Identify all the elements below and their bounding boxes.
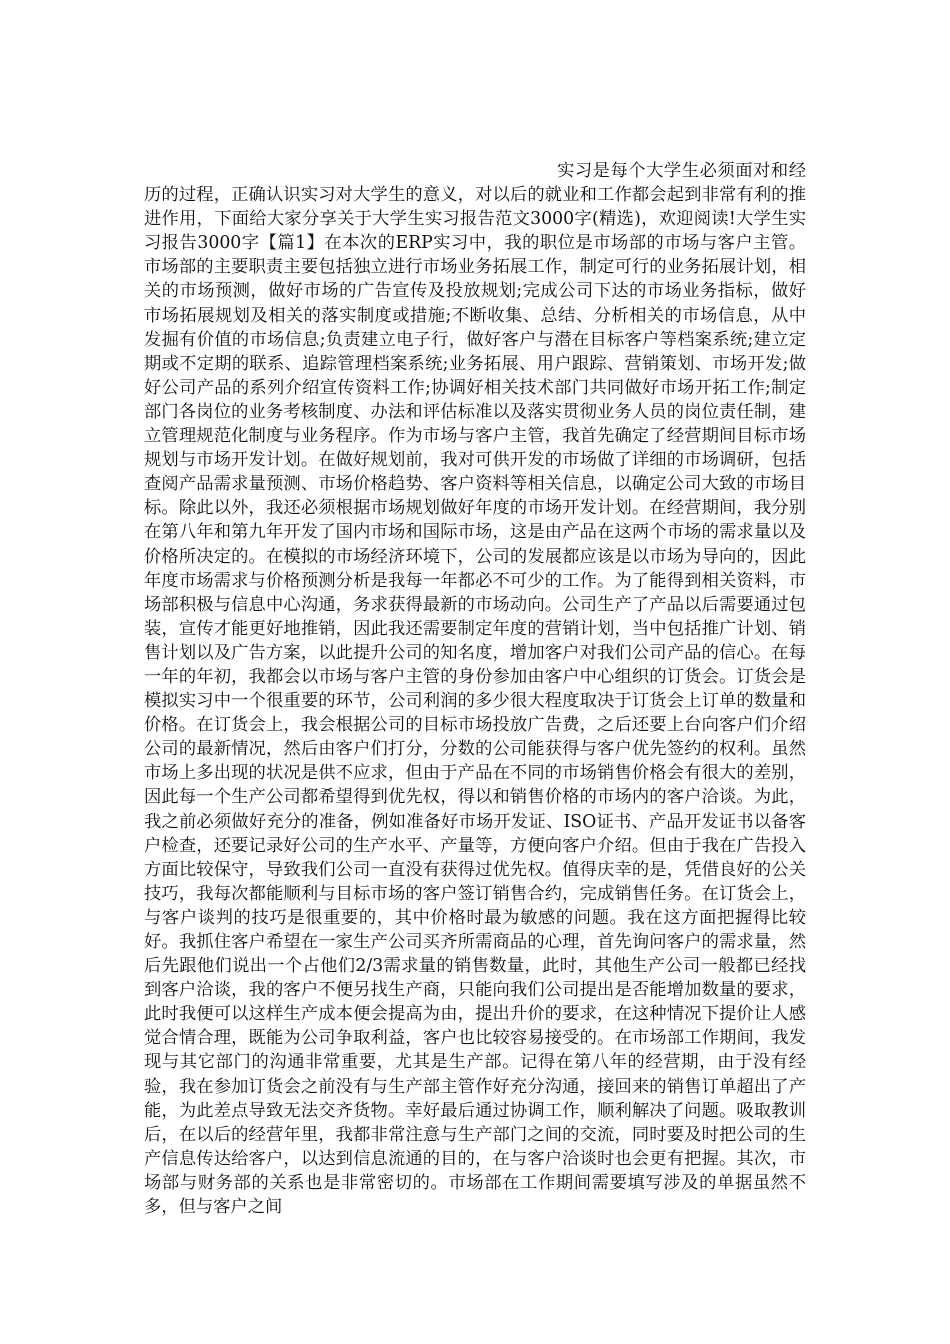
report-body-text: 实习是每个大学生必须面对和经历的过程，正确认识实习对大学生的意义，对以后的就业和工作都会起到非常有利的推进作用，下面给大家分享关于大学生实习报告范文3000字(精选)，欢迎阅读!大学生实习报告3000字【篇1】在本次的ERP实习中，我的职位是市场部的市场与客户主管。市场部的主要职责主要包括独立进行市场业务拓展工作，制定可行的业务拓展计划，相关的市场预测，做好市场的广告宣传及投放规划;完成公司下达的市场业务指标，做好市场拓展规划及相关的落实制度或措施;不断收集、总结、分析相关的市场信息，从中发掘有价值的市场信息;负责建立电子行，做好客户与潜在目标客户等档案系统;建立定期或不定期的联系、追踪管理档案系统;业务拓展、用户跟踪、营销策划、市场开发;做好公司产品的系列介绍宣传资料工作;协调好相关技术部门共同做好市场开拓工作;制定部门各岗位的业务考核制度、办法和评估标准以及落实贯彻业务人员的岗位责任制，建立管理规范化制度与业务程序。作为市场与客户主管，我首先确定了经营期间目标市场规划与市场开发计划。在做好规划前，我对可供开发的市场做了详细的市场调研，包括查阅产品需求量预测、市场价格趋势、客户资料等相关信息，以确定公司大致的市场目标。除此以外，我还必须根据市场规划做好年度的市场开发计划。在经营期间，我分别在第八年和第九年开发了国内市场和国际市场，这是由产品在这两个市场的需求量以及价格所决定的。在模拟的市场经济环境下，公司的发展都应该是以市场为导向的，因此年度市场需求与价格预测分析是我每一年都必不可少的工作。为了能得到相关资料，市场部积极与信息中心沟通，务求获得最新的市场动向。公司生产了产品以后需要通过包装，宣传才能更好地推销，因此我还需要制定年度的营销计划，当中包括推广计划、销售计划以及广告方案，以此提升公司的知名度，增加客户对我们公司产品的信心。在每一年的年初，我都会以市场与客户主管的身份参加由客户中心组织的订货会。订货会是模拟实习中一个很重要的环节，公司利润的多少很大程度取决于订货会上订单的数量和价格。在订货会上，我会根据公司的目标市场投放广告费，之后还要上台向客户们介绍公司的最新情况，然后由客户们打分，分数的公司能获得与客户优先签约的权利。虽然市场上多出现的状况是供不应求，但由于产品在不同的市场销售价格会有很大的差别，因此每一个生产公司都希望得到优先权，得以和销售价格的市场内的客户洽谈。为此，我之前必须做好充分的准备，例如准备好市场开发证、ISO证书、产品开发证书以备客户检查，还要记录好公司的生产水平、产量等，方便向客户介绍。但由于我在广告投入方面比较保守，导致我们公司一直没有获得过优先权。值得庆幸的是，凭借良好的公关技巧，我每次都能顺利与目标市场的客户签订销售合约，完成销售任务。在订货会上，与客户谈判的技巧是很重要的，其中价格时最为敏感的问题。我在这方面把握得比较好。我抓住客户希望在一家生产公司买齐所需商品的心理，首先询问客户的需求量，然后先跟他们说出一个占他们2/3需求量的销售数量，此时，其他生产公司一般都已经找到客户洽谈，我的客户不便另找生产商，只能向我们公司提出是否能增加数量的要求，此时我便可以这样生产成本便会提高为由，提出升价的要求，在这种情况下提价让人感觉合情合理，既能为公司争取利益，客户也比较容易接受的。在市场部工作期间，我发现与其它部门的沟通非常重要，尤其是生产部。记得在第八年的经营期，由于没有经验，我在参加订货会之前没有与生产部主管作好充分沟通，接回来的销售订单超出了产能，为此差点导致无法交齐货物。幸好最后通过协调工作，顺利解决了问题。吸取教训后，在以后的经营年里，我都非常注意与生产部门之间的交流，同时要及时把公司的生产信息传达给客户，以达到信息流通的目的，在与客户洽谈时也会更有把握。其次，市场部与财务部的关系也是非常密切的。市场部在工作期间需要填写涉及的单据虽然不多，但与客户之间 <box>144 161 806 1218</box>
